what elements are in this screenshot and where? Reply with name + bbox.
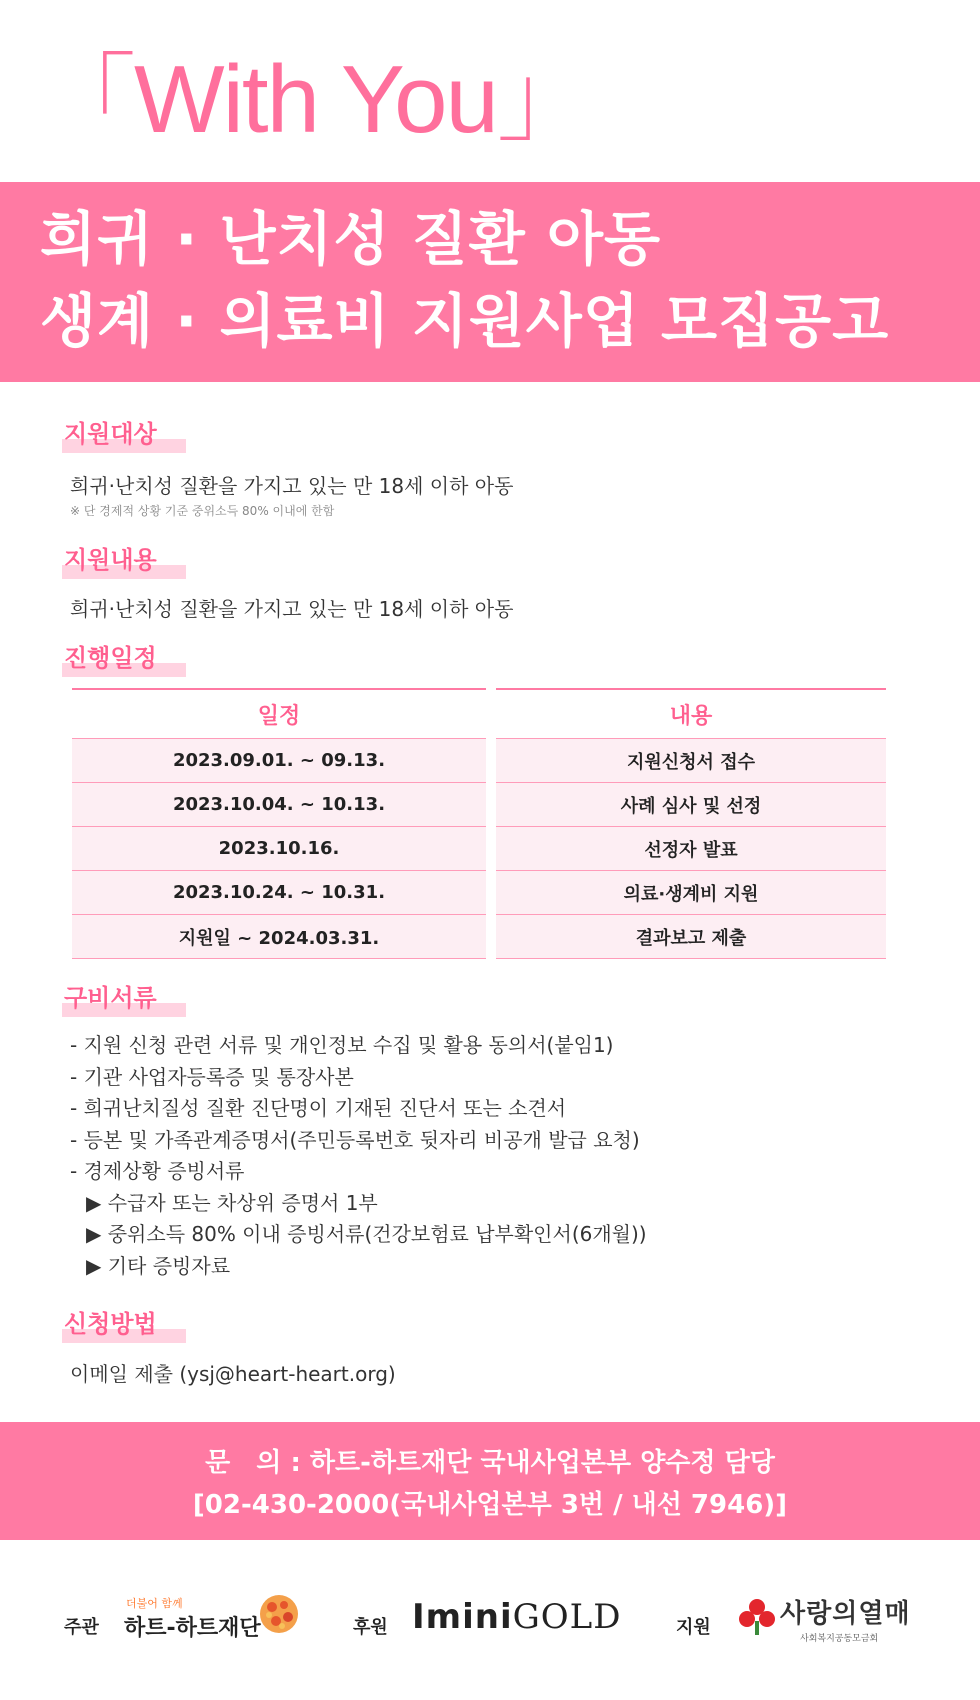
heading-text: 지원대상 <box>64 420 157 448</box>
target-note: ※ 단 경제적 상황 기준 중위소득 80% 이내에 한함 <box>70 504 335 518</box>
list-subitem: ▶ 중위소득 80% 이내 증빙서류(건강보험료 납부확인서(6개월)) <box>86 1222 647 1246</box>
list-item: - 등본 및 가족관계증명서(주민등록번호 뒷자리 비공개 발급 요청) <box>70 1127 640 1152</box>
heart-heart-logo-icon <box>258 1593 300 1635</box>
heading-text: 진행일정 <box>64 644 157 672</box>
list-subitem: ▶ 기타 증빙자료 <box>86 1253 231 1278</box>
support-label: 지원 <box>676 1617 711 1638</box>
logo-serif-part: GOLD <box>512 1597 622 1637</box>
list-item: - 희귀난치질성 질환 진단명이 기재된 진단서 또는 소견서 <box>70 1096 567 1120</box>
table-row: 결과보고 제출 <box>496 915 886 959</box>
section-heading-content <box>64 540 157 575</box>
love-fruit-logo-icon <box>738 1597 776 1637</box>
content-text: 희귀·난치성 질환을 가지고 있는 만 18세 이하 아동 <box>70 597 514 621</box>
contact-band <box>0 1422 980 1540</box>
host-label: 주관 <box>64 1617 99 1638</box>
table-row: 지원일 ~ 2024.03.31. <box>72 915 486 959</box>
heading-text: 구비서류 <box>64 984 157 1012</box>
heading-text: 지원내용 <box>64 546 157 574</box>
target-text: 희귀·난치성 질환을 가지고 있는 만 18세 이하 아동 <box>70 474 514 498</box>
heading-text: 신청방법 <box>64 1310 157 1338</box>
table-row: 지원신청서 접수 <box>496 739 886 783</box>
list-item: - 지원 신청 관련 서류 및 개인정보 수집 및 활용 동의서(붙임1) <box>70 1033 614 1057</box>
table-row: 선정자 발표 <box>496 827 886 871</box>
apply-text: 이메일 제출 (ysj@heart-heart.org) <box>70 1362 396 1386</box>
support-name: 사랑의열매 <box>780 1599 911 1629</box>
section-heading-documents <box>64 978 157 1013</box>
contact-line-2: [02-430-2000(국내사업본부 3번 / 내선 7946)] <box>192 1490 788 1520</box>
table-row: 2023.09.01. ~ 09.13. <box>72 739 486 783</box>
host-tagline: 더불어 함께 <box>126 1597 183 1610</box>
sponsor-label: 후원 <box>353 1617 388 1638</box>
schedule-desc-column <box>496 688 886 959</box>
documents-list <box>70 1030 647 1282</box>
date-header: 일정 <box>72 688 486 739</box>
logo-bold-part: Imini <box>412 1597 513 1637</box>
desc-header: 내용 <box>496 688 886 739</box>
list-item: - 경제상황 증빙서류 <box>70 1159 245 1183</box>
banner-line-2: 생계 · 의료비 지원사업 모집공고 <box>40 287 890 355</box>
section-heading-schedule <box>64 638 157 673</box>
section-heading-apply <box>64 1304 157 1339</box>
imini-gold-logo <box>412 1597 621 1637</box>
schedule-date-column <box>72 688 486 959</box>
list-item: - 기관 사업자등록증 및 통장사본 <box>70 1064 354 1089</box>
table-row: 2023.10.16. <box>72 827 486 871</box>
sponsors-bar <box>0 1575 980 1665</box>
support-subname: 사회복지공동모금회 <box>800 1634 879 1644</box>
list-subitem: ▶ 수급자 또는 차상위 증명서 1부 <box>86 1190 378 1215</box>
hero-title: 「With You」 <box>40 46 591 153</box>
host-name: 하트-하트재단 <box>124 1616 261 1641</box>
table-row: 2023.10.04. ~ 10.13. <box>72 783 486 827</box>
contact-line-1: 문 의 : 하트-하트재단 국내사업본부 양수정 담당 <box>205 1448 775 1478</box>
table-row: 2023.10.24. ~ 10.31. <box>72 871 486 915</box>
table-row: 의료·생계비 지원 <box>496 871 886 915</box>
section-heading-target <box>64 414 157 449</box>
title-banner <box>0 182 980 382</box>
table-row: 사례 심사 및 선정 <box>496 783 886 827</box>
banner-line-1: 희귀 · 난치성 질환 아동 <box>40 205 662 273</box>
